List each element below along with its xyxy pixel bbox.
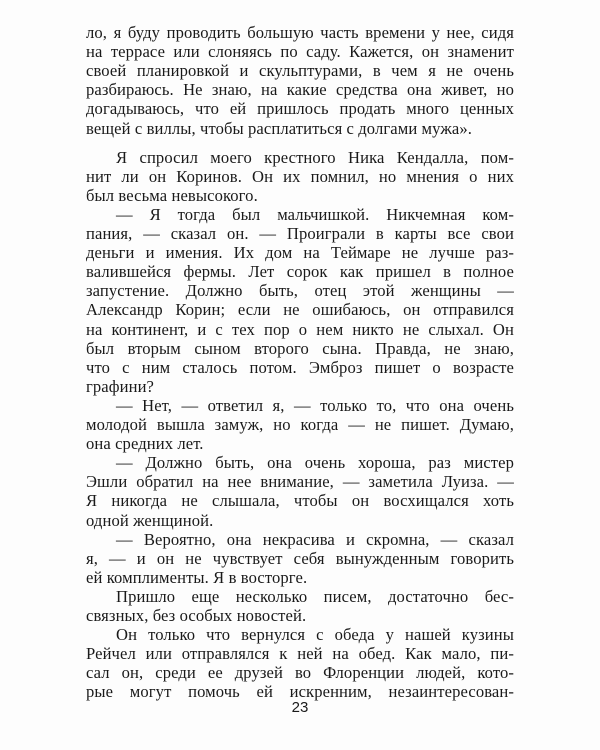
text-line: Пришло еще несколько писем, достаточно бес-: [116, 586, 514, 606]
text-line: Он только что вернулся с обеда у нашей кузины: [116, 625, 514, 645]
text-line: она средних лет.: [86, 434, 204, 454]
text-line: молодой вышла замуж, но когда — не пишет. Думаю,: [86, 415, 514, 434]
text-line: что с ним сталось потом. Эмброз пишет о возрасте: [86, 357, 514, 377]
text-line: запустение. Должно быть, отец этой женщины —: [86, 281, 514, 301]
text-line: ло, я буду проводить большую часть времени у нее, сидя: [86, 23, 514, 42]
text-line: пания, — сказал он. — Проиграли в карты все свои: [86, 224, 514, 243]
text-line: Я никогда не слышала, чтобы он восхищался хоть: [86, 491, 514, 511]
text-line: валившейся фермы. Лет сорок как пришел в полное: [86, 262, 514, 282]
text-line: графини?: [86, 376, 155, 396]
text-line: был вторым сыном второго сына. Правда, не знаю,: [86, 338, 514, 358]
page-number: 23: [291, 699, 309, 716]
text-line: — Нет, — ответил я, — только то, что она очень: [116, 395, 514, 415]
text-line: я, — и он не чувствует себя вынужденным говорить: [86, 548, 514, 568]
text-line: — Я тогда был мальчишкой. Никчемная ком-: [116, 204, 514, 224]
text-line: своей планировкой и скульптурами, в чем я не очень: [86, 61, 514, 81]
text-line: сал он, среди ее друзей во Флоренции людей, кото-: [86, 663, 514, 683]
text-line: нит ли он Коринов. Он их помнил, но мнения о них: [86, 166, 514, 186]
text-line: на террасе или слоняясь по саду. Кажется, он знаменит: [86, 42, 514, 62]
text-line: деньги и имения. Их дом на Теймаре не лучше раз-: [86, 243, 514, 263]
text-line: Я спросил моего крестного Ника Кендалла, пом-: [116, 147, 514, 167]
text-line: разбираюсь. Не знаю, на какие средства она живет, но: [86, 80, 514, 100]
text-line: — Должно быть, она очень хороша, раз мистер: [116, 453, 514, 473]
text-line: на континент, и с тех пор о нем никто не слыхал. Он: [86, 319, 514, 339]
text-line: догадываюсь, что ей пришлось продать много ценных: [86, 99, 514, 119]
text-line: связных, без особых новостей.: [86, 606, 307, 625]
text-line: ей комплименты. Я в восторге.: [86, 567, 308, 587]
text-line: одной женщиной.: [86, 510, 214, 530]
text-line: вещей с виллы, чтобы расплатиться с долгами мужа».: [86, 118, 473, 138]
text-line: рые могут помочь ей искренним, незаинтересован-: [86, 682, 514, 702]
text-line: — Вероятно, она некрасива и скромна, — сказал: [116, 529, 514, 549]
text-line: Рейчел или отправлялся к ней на обед. Как мало, пи-: [86, 644, 514, 664]
text-line: Эшли обратил на нее внимание, — заметила Луиза. —: [86, 472, 514, 492]
text-line: был весьма невысокого.: [86, 185, 258, 205]
text-line: Александр Корин; если не ошибаюсь, он отправился: [86, 300, 514, 320]
